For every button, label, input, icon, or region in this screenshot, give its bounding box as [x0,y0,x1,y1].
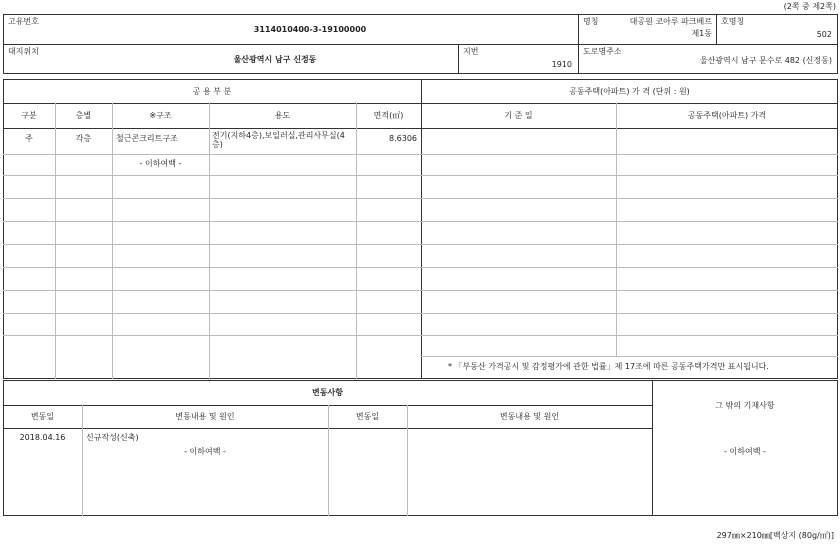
change-col-content-1: 변동내용 및 원인 [175,412,235,421]
building-no-label: 호명칭 [721,17,745,26]
col-header-structure: ※구조 [149,111,172,120]
road-label: 도로명주소 [583,47,622,56]
building-no-value: 502 [816,30,832,39]
site-label: 대지위치 [8,47,39,56]
unique-number-value: 3114010400-3-19100000 [253,25,367,34]
table-row-area: 8.6306 [389,134,417,143]
other-end-note: - 이하여백 - [724,447,766,456]
road-value: 울산광역시 남구 문수로 482 (신정동) [699,56,832,65]
lot-label: 지번 [463,47,479,56]
common-section-title: 공 용 부 분 [192,87,232,96]
site-value: 울산광역시 남구 신정동 [233,55,317,64]
change-section-title: 변동사항 [312,388,343,397]
col-header-house-price: 공동주택(아파트) 가격 [687,111,767,120]
name-label: 명칭 [583,17,599,26]
common-end-note: - 이하여백 - [139,159,182,168]
change-col-content-2: 변동내용 및 원인 [499,412,560,421]
other-section-title: 그 밖의 기재사항 [715,401,775,410]
unique-number-label: 고유번호 [8,17,39,26]
lot-value: 1910 [551,60,572,69]
price-footnote: * 「부동산 가격공시 및 감정평가에 관한 법률」제 17조에 따른 공동주택가격만 표시됩니다. [448,362,769,371]
col-header-use: 용도 [274,111,291,120]
table-row-floor: 각층 [75,134,92,143]
change-row-content: 신규작성(신축) [86,433,139,442]
price-section-title: 공동주택(아파트) 가 격 (단위 : 원) [569,87,690,96]
table-row-use: 전기(지하4층),보일러실,관리사무실(4층) [212,131,345,149]
table-row-structure: 철근콘크리트구조 [116,134,178,143]
col-header-floor: 층별 [75,111,92,120]
name-value-line2: 제1동 [691,29,712,38]
paper-spec: 297㎜×210㎜[백상지 (80g/㎡)] [716,531,834,540]
change-row-date: 2018.04.16 [19,433,66,442]
col-header-area: 면적(㎡) [373,111,404,120]
change-end-note: - 이하여백 - [184,447,226,456]
change-col-date-1: 변동일 [30,412,55,421]
col-header-division: 구분 [21,111,37,120]
table-row-division: 주 [25,134,33,143]
name-value-line1: 대공원 코아루 파크베르 [629,17,712,26]
change-col-date-2: 변동일 [355,412,380,421]
page-indicator: (2쪽 중 제2쪽) [783,2,836,11]
col-header-base-date: 기 준 일 [504,111,533,120]
